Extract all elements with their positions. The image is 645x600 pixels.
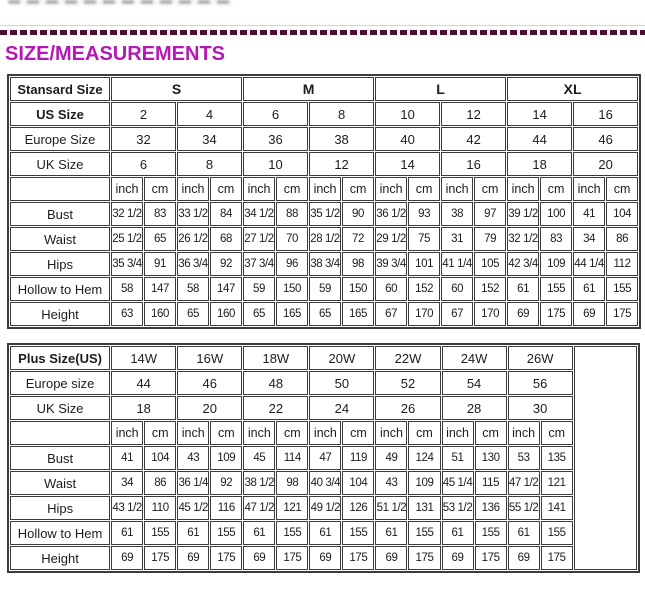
measurement-cell: 175: [475, 546, 507, 570]
plus-size-cell: 16W: [177, 346, 242, 370]
measurement-cell: 83: [144, 202, 176, 226]
measurement-cell: 61: [507, 277, 539, 301]
measurement-cell: 36 3/4: [177, 252, 209, 276]
measurement-cell: 105: [474, 252, 506, 276]
measurement-cell: 155: [276, 521, 308, 545]
measurement-cell: 121: [276, 496, 308, 520]
measurement-cell: 61: [243, 521, 275, 545]
plus-size-cell: 14W: [111, 346, 176, 370]
measurement-cell: 69: [243, 546, 275, 570]
measurement-cell: 41 1/4: [441, 252, 473, 276]
unit-cell: cm: [342, 421, 374, 445]
measurement-cell: 47 1/2: [243, 496, 275, 520]
measurement-cell: 175: [408, 546, 440, 570]
measurement-cell: 45 1/4: [442, 471, 474, 495]
hips-row: [10, 252, 638, 276]
measurement-cell: 141: [541, 496, 573, 520]
uk-size-cell: 14: [375, 152, 440, 176]
measurement-cell: 175: [606, 302, 638, 326]
unit-cell: inch: [375, 421, 407, 445]
plus-size-cell: 18W: [243, 346, 308, 370]
plus-units-row-label-empty: [10, 421, 110, 445]
measurement-cell: 36 1/2: [375, 202, 407, 226]
measurement-cell: 98: [276, 471, 308, 495]
europe-size-row: [10, 127, 638, 151]
unit-cell: inch: [243, 421, 275, 445]
measurement-cell: 26 1/2: [177, 227, 209, 251]
plus-europe-size-row-label: Europe size: [10, 371, 110, 395]
page-title: SIZE/MEASUREMENTS: [5, 43, 226, 65]
measurement-cell: 109: [540, 252, 572, 276]
measurement-cell: 155: [144, 521, 176, 545]
measurement-cell: 60: [375, 277, 407, 301]
measurement-cell: 47: [309, 446, 341, 470]
measurement-cell: 70: [276, 227, 308, 251]
unit-cell: inch: [508, 421, 540, 445]
measurement-cell: 41: [573, 202, 605, 226]
measurement-cell: 150: [342, 277, 374, 301]
uk-size-cell: 12: [309, 152, 374, 176]
measurement-cell: 90: [342, 202, 374, 226]
measurement-cell: 147: [144, 277, 176, 301]
measurement-cell: 61: [177, 521, 209, 545]
unit-cell: cm: [540, 177, 572, 201]
measurement-cell: 69: [507, 302, 539, 326]
measurement-cell: 116: [210, 496, 242, 520]
europe-size-cell: 48: [243, 371, 308, 395]
measurement-cell: 152: [474, 277, 506, 301]
size-group-cell: M: [243, 77, 374, 101]
measurement-cell: 61: [111, 521, 143, 545]
measurement-cell: 150: [276, 277, 308, 301]
measurement-cell: 32 1/2: [507, 227, 539, 251]
measurement-cell: 104: [342, 471, 374, 495]
measurement-cell: 69: [111, 546, 143, 570]
measurement-cell: 155: [475, 521, 507, 545]
measurement-cell: 114: [276, 446, 308, 470]
waist-row-label: Waist: [10, 227, 110, 251]
us-size-row: [10, 102, 638, 126]
measurement-cell: 112: [606, 252, 638, 276]
measurement-cell: 51 1/2: [375, 496, 407, 520]
unit-cell: inch: [177, 177, 209, 201]
dashed-divider: [0, 30, 645, 35]
measurement-cell: 91: [144, 252, 176, 276]
measurement-cell: 69: [375, 546, 407, 570]
plus-uk-size-row: [10, 396, 637, 420]
unit-cell: cm: [210, 421, 242, 445]
uk-size-cell: 8: [177, 152, 242, 176]
measurement-cell: 130: [475, 446, 507, 470]
europe-size-cell: 54: [442, 371, 507, 395]
uk-size-cell: 6: [111, 152, 176, 176]
measurement-cell: 43 1/2: [111, 496, 143, 520]
europe-size-row-label: Europe Size: [10, 127, 110, 151]
measurement-cell: 59: [243, 277, 275, 301]
divider-line: [0, 25, 645, 26]
units-row-label-empty: [10, 177, 110, 201]
measurement-cell: 28 1/2: [309, 227, 341, 251]
measurement-cell: 43: [177, 446, 209, 470]
measurement-cell: 58: [111, 277, 143, 301]
size-group-cell: XL: [507, 77, 638, 101]
measurement-cell: 69: [442, 546, 474, 570]
measurement-cell: 65: [309, 302, 341, 326]
plus-hips-row: [10, 496, 637, 520]
measurement-cell: 147: [210, 277, 242, 301]
measurement-cell: 75: [408, 227, 440, 251]
europe-size-cell: 38: [309, 127, 374, 151]
unit-cell: cm: [474, 177, 506, 201]
measurement-cell: 69: [508, 546, 540, 570]
measurement-cell: 155: [342, 521, 374, 545]
uk-size-cell: 20: [177, 396, 242, 420]
measurement-cell: 119: [342, 446, 374, 470]
measurement-cell: 84: [210, 202, 242, 226]
measurement-cell: 86: [606, 227, 638, 251]
size-group-cell: L: [375, 77, 506, 101]
plus-size-cell: 26W: [508, 346, 573, 370]
measurement-cell: 131: [408, 496, 440, 520]
measurement-cell: 175: [541, 546, 573, 570]
unit-cell: inch: [507, 177, 539, 201]
measurement-cell: 49: [375, 446, 407, 470]
plus-hips-row-label: Hips: [10, 496, 110, 520]
empty-column-cell: [574, 346, 637, 570]
measurement-cell: 55 1/2: [508, 496, 540, 520]
measurement-cell: 44 1/4: [573, 252, 605, 276]
measurement-cell: 53: [508, 446, 540, 470]
unit-cell: cm: [408, 177, 440, 201]
size-group-cell: S: [111, 77, 242, 101]
unit-cell: inch: [441, 177, 473, 201]
measurement-cell: 49 1/2: [309, 496, 341, 520]
waist-row: [10, 227, 638, 251]
measurement-cell: 152: [408, 277, 440, 301]
measurement-cell: 88: [276, 202, 308, 226]
us-size-cell: 16: [573, 102, 638, 126]
measurement-cell: 39 1/2: [507, 202, 539, 226]
measurement-cell: 175: [342, 546, 374, 570]
uk-size-cell: 22: [243, 396, 308, 420]
measurement-cell: 35 3/4: [111, 252, 143, 276]
measurement-cell: 175: [540, 302, 572, 326]
measurement-cell: 100: [540, 202, 572, 226]
standard-corner-label: Stansard Size: [10, 77, 110, 101]
measurement-cell: 97: [474, 202, 506, 226]
plus-waist-row-label: Waist: [10, 471, 110, 495]
measurement-cell: 25 1/2: [111, 227, 143, 251]
measurement-cell: 126: [342, 496, 374, 520]
measurement-cell: 160: [144, 302, 176, 326]
measurement-cell: 38 1/2: [243, 471, 275, 495]
plus-hollow-to-hem-row: [10, 521, 637, 545]
measurement-cell: 27 1/2: [243, 227, 275, 251]
uk-size-cell: 18: [507, 152, 572, 176]
plus-corner-label: Plus Size(US): [10, 346, 110, 370]
plus-waist-row: [10, 471, 637, 495]
unit-cell: inch: [573, 177, 605, 201]
uk-size-cell: 20: [573, 152, 638, 176]
measurement-cell: 42 3/4: [507, 252, 539, 276]
europe-size-cell: 32: [111, 127, 176, 151]
us-size-cell: 2: [111, 102, 176, 126]
europe-size-cell: 50: [309, 371, 374, 395]
plus-bust-row: [10, 446, 637, 470]
plus-size-cell: 20W: [309, 346, 374, 370]
measurement-cell: 175: [144, 546, 176, 570]
height-row-label: Height: [10, 302, 110, 326]
measurement-cell: 160: [210, 302, 242, 326]
measurement-cell: 69: [177, 546, 209, 570]
measurement-cell: 175: [210, 546, 242, 570]
europe-size-cell: 44: [507, 127, 572, 151]
europe-size-cell: 34: [177, 127, 242, 151]
uk-size-cell: 24: [309, 396, 374, 420]
measurement-cell: 175: [276, 546, 308, 570]
measurement-cell: 165: [276, 302, 308, 326]
unit-cell: cm: [144, 421, 176, 445]
unit-cell: inch: [309, 177, 341, 201]
uk-size-cell: 18: [111, 396, 176, 420]
measurement-cell: 68: [210, 227, 242, 251]
europe-size-cell: 52: [375, 371, 440, 395]
standard-size-table: [7, 74, 641, 329]
measurement-cell: 79: [474, 227, 506, 251]
unit-cell: inch: [375, 177, 407, 201]
uk-size-cell: 16: [441, 152, 506, 176]
plus-size-cell: 24W: [442, 346, 507, 370]
measurement-cell: 93: [408, 202, 440, 226]
measurement-cell: 124: [408, 446, 440, 470]
unit-cell: cm: [541, 421, 573, 445]
measurement-cell: 45 1/2: [177, 496, 209, 520]
plus-units-row: [10, 421, 637, 445]
measurement-cell: 58: [177, 277, 209, 301]
measurement-cell: 155: [540, 277, 572, 301]
measurement-cell: 67: [441, 302, 473, 326]
measurement-cell: 35 1/2: [309, 202, 341, 226]
plus-europe-size-row: [10, 371, 637, 395]
plus-uk-size-row-label: UK Size: [10, 396, 110, 420]
unit-cell: inch: [309, 421, 341, 445]
measurement-cell: 61: [375, 521, 407, 545]
measurement-cell: 67: [375, 302, 407, 326]
measurement-cell: 109: [210, 446, 242, 470]
measurement-cell: 43: [375, 471, 407, 495]
unit-cell: inch: [111, 177, 143, 201]
unit-cell: cm: [210, 177, 242, 201]
measurement-cell: 34: [573, 227, 605, 251]
hollow-to-hem-row-label: Hollow to Hem: [10, 277, 110, 301]
us-size-cell: 14: [507, 102, 572, 126]
europe-size-cell: 44: [111, 371, 176, 395]
europe-size-cell: 46: [573, 127, 638, 151]
unit-cell: cm: [606, 177, 638, 201]
plus-size-cell: 22W: [375, 346, 440, 370]
measurement-cell: 34: [111, 471, 143, 495]
measurement-cell: 61: [508, 521, 540, 545]
plus-size-table: [7, 343, 640, 573]
unit-cell: inch: [177, 421, 209, 445]
uk-size-cell: 10: [243, 152, 308, 176]
measurement-cell: 104: [606, 202, 638, 226]
us-size-cell: 6: [243, 102, 308, 126]
measurement-cell: 109: [408, 471, 440, 495]
measurement-cell: 86: [144, 471, 176, 495]
plus-bust-row-label: Bust: [10, 446, 110, 470]
measurement-cell: 101: [408, 252, 440, 276]
measurement-cell: 33 1/2: [177, 202, 209, 226]
plus-header-row: [10, 346, 637, 370]
us-size-cell: 12: [441, 102, 506, 126]
measurement-cell: 32 1/2: [111, 202, 143, 226]
plus-hollow-to-hem-row-label: Hollow to Hem: [10, 521, 110, 545]
uk-size-cell: 26: [375, 396, 440, 420]
measurement-cell: 63: [111, 302, 143, 326]
uk-size-row: [10, 152, 638, 176]
standard-header-row: [10, 77, 638, 101]
measurement-cell: 98: [342, 252, 374, 276]
measurement-cell: 92: [210, 252, 242, 276]
europe-size-cell: 36: [243, 127, 308, 151]
measurement-cell: 53 1/2: [442, 496, 474, 520]
units-row: [10, 177, 638, 201]
measurement-cell: 59: [309, 277, 341, 301]
unit-cell: cm: [276, 421, 308, 445]
measurement-cell: 155: [606, 277, 638, 301]
measurement-cell: 39 3/4: [375, 252, 407, 276]
bust-row-label: Bust: [10, 202, 110, 226]
measurement-cell: 40 3/4: [309, 471, 341, 495]
measurement-cell: 36 1/4: [177, 471, 209, 495]
measurement-cell: 110: [144, 496, 176, 520]
europe-size-cell: 42: [441, 127, 506, 151]
measurement-cell: 34 1/2: [243, 202, 275, 226]
uk-size-cell: 28: [442, 396, 507, 420]
measurement-cell: 83: [540, 227, 572, 251]
cropped-top-text: [8, 0, 233, 4]
measurement-cell: 155: [210, 521, 242, 545]
unit-cell: cm: [342, 177, 374, 201]
unit-cell: cm: [144, 177, 176, 201]
measurement-cell: 170: [474, 302, 506, 326]
measurement-cell: 51: [442, 446, 474, 470]
measurement-cell: 29 1/2: [375, 227, 407, 251]
measurement-cell: 115: [475, 471, 507, 495]
measurement-cell: 65: [177, 302, 209, 326]
measurement-cell: 45: [243, 446, 275, 470]
measurement-cell: 104: [144, 446, 176, 470]
unit-cell: inch: [243, 177, 275, 201]
measurement-cell: 38 3/4: [309, 252, 341, 276]
us-size-row-label: US Size: [10, 102, 110, 126]
measurement-cell: 38: [441, 202, 473, 226]
hips-row-label: Hips: [10, 252, 110, 276]
measurement-cell: 61: [573, 277, 605, 301]
measurement-cell: 135: [541, 446, 573, 470]
europe-size-cell: 56: [508, 371, 573, 395]
uk-size-row-label: UK Size: [10, 152, 110, 176]
height-row: [10, 302, 638, 326]
measurement-cell: 31: [441, 227, 473, 251]
measurement-cell: 65: [144, 227, 176, 251]
measurement-cell: 69: [573, 302, 605, 326]
unit-cell: cm: [475, 421, 507, 445]
measurement-cell: 136: [475, 496, 507, 520]
measurement-cell: 61: [442, 521, 474, 545]
measurement-cell: 69: [309, 546, 341, 570]
measurement-cell: 60: [441, 277, 473, 301]
measurement-cell: 155: [408, 521, 440, 545]
measurement-cell: 92: [210, 471, 242, 495]
bust-row: [10, 202, 638, 226]
measurement-cell: 61: [309, 521, 341, 545]
measurement-cell: 41: [111, 446, 143, 470]
unit-cell: inch: [111, 421, 143, 445]
europe-size-cell: 46: [177, 371, 242, 395]
unit-cell: cm: [408, 421, 440, 445]
hollow-to-hem-row: [10, 277, 638, 301]
uk-size-cell: 30: [508, 396, 573, 420]
us-size-cell: 4: [177, 102, 242, 126]
measurement-cell: 170: [408, 302, 440, 326]
unit-cell: cm: [276, 177, 308, 201]
plus-height-row-label: Height: [10, 546, 110, 570]
europe-size-cell: 40: [375, 127, 440, 151]
measurement-cell: 47 1/2: [508, 471, 540, 495]
plus-height-row: [10, 546, 637, 570]
measurement-cell: 165: [342, 302, 374, 326]
unit-cell: inch: [442, 421, 474, 445]
measurement-cell: 65: [243, 302, 275, 326]
measurement-cell: 72: [342, 227, 374, 251]
us-size-cell: 8: [309, 102, 374, 126]
us-size-cell: 10: [375, 102, 440, 126]
measurement-cell: 37 3/4: [243, 252, 275, 276]
measurement-cell: 121: [541, 471, 573, 495]
measurement-cell: 96: [276, 252, 308, 276]
measurement-cell: 155: [541, 521, 573, 545]
